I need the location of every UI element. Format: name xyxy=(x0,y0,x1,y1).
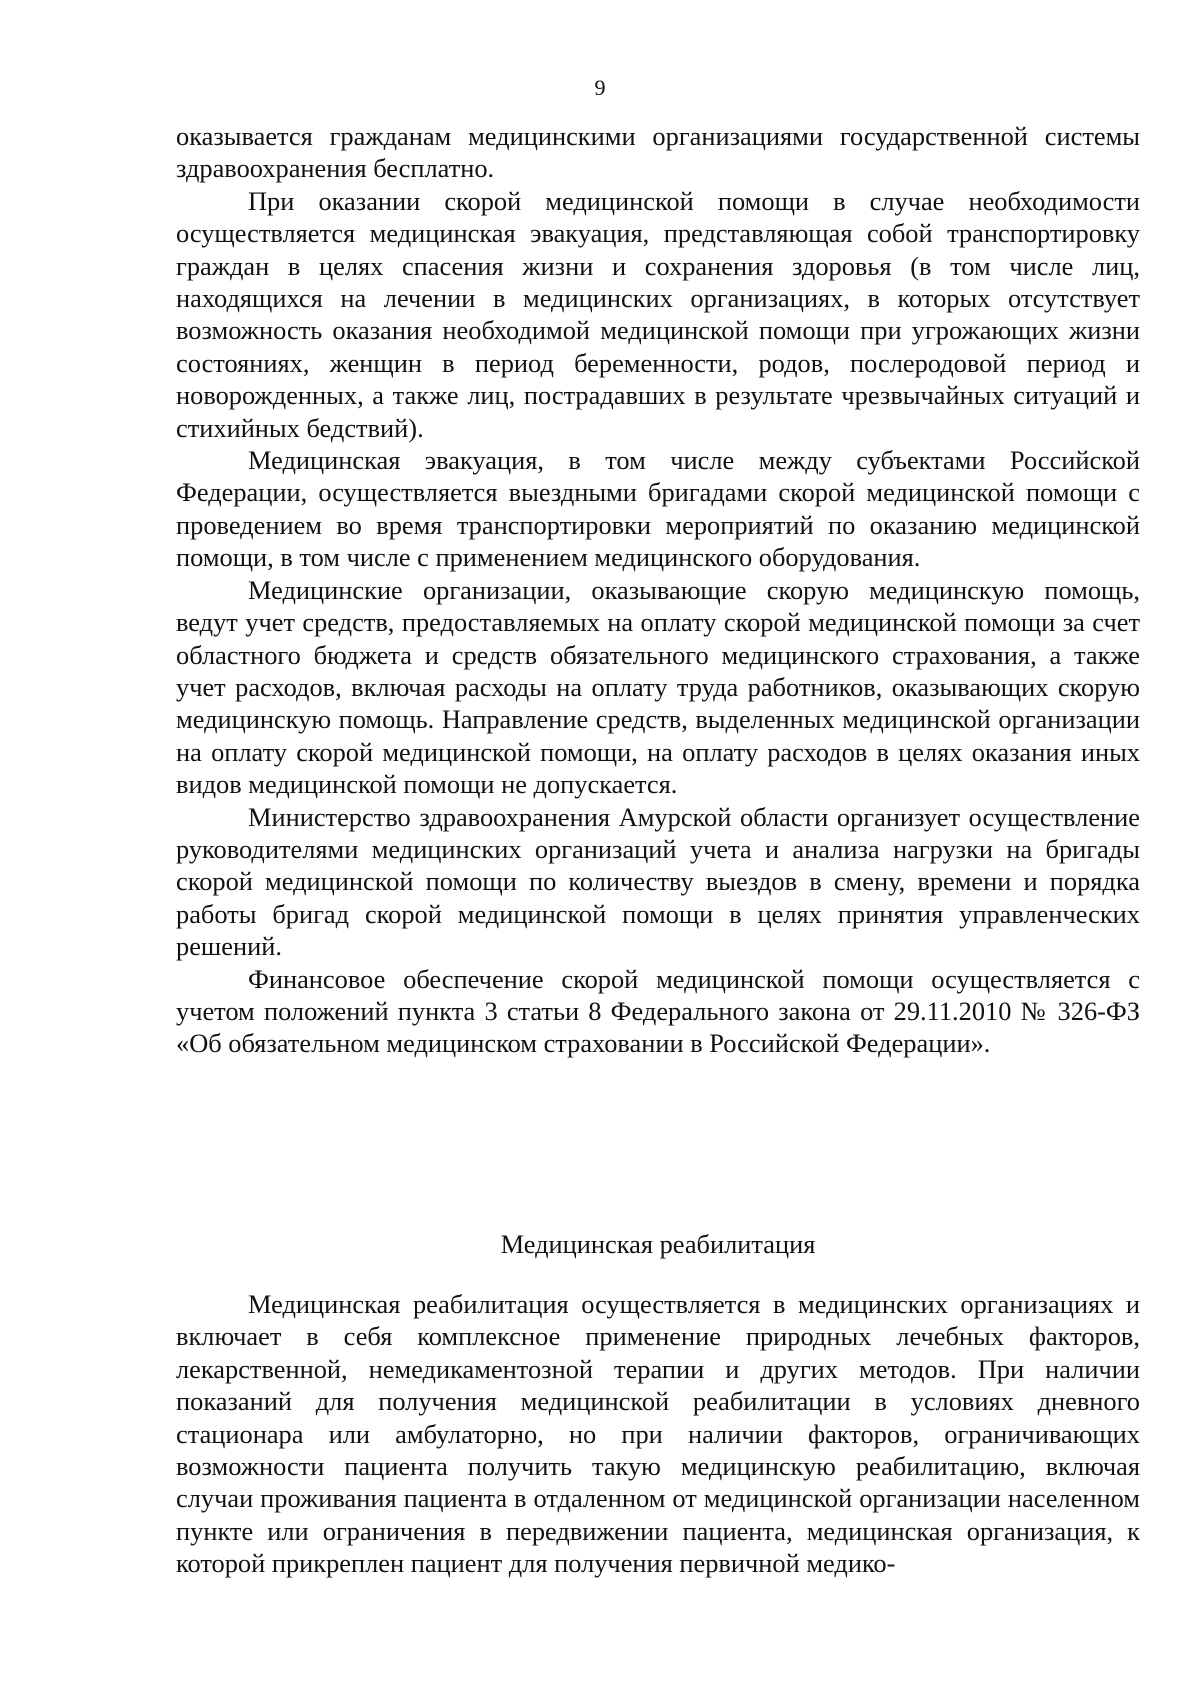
section-heading: Медицинская реабилитация xyxy=(500,1229,816,1259)
paragraph-financing: Финансовое обеспечение скорой медицинской помощи осуществляется с учетом положений пункта 3 статьи 8 Федерального закона от 29.11.2010 № 326-ФЗ «Об обязательном медицинском страховании в Российской Федерации». xyxy=(176,963,1140,1059)
paragraph-evacuation-brigades: Медицинская эвакуация, в том числе между субъектами Российской Федерации, осуществляется выездными бригадами скорой медицинской помощи с проведением во время транспортировки мероприятий по оказанию медицинской помощи, в том числе с применением медицинского оборудования. xyxy=(176,445,1140,573)
body-text-top xyxy=(176,120,1140,1060)
paragraph-ministry: Министерство здравоохранения Амурской области организует осуществление руководителями медицинских организаций учета и анализа нагрузки на бригады скорой медицинской помощи по количеству выездов в смену, времени и порядка работы бригад скорой медицинской помощи в целях принятия управленческих решений. xyxy=(176,801,1140,962)
paragraph-rehabilitation: Медицинская реабилитация осуществляется в медицинских организациях и включает в себя комплексное применение природных лечебных факторов, лекарственной, немедикаментозной терапии и других методов. При наличии показаний для получения медицинской реабилитации в условиях дневного стационара или амбулаторно, но при наличии факторов, ограничивающих возможности пациента получить такую медицинскую реабилитацию, включая случаи проживания пациента в отдаленном от медицинской организации населенном пункте или ограничения в передвижении пациента, медицинская организация, к которой прикреплен пациент для получения первичной медико- xyxy=(176,1289,1140,1579)
paragraph-accounting: Медицинские организации, оказывающие скорую медицинскую помощь, ведут учет средств, предоставляемых на оплату скорой медицинской помощи за счет областного бюджета и средств обязательного медицинского страхования, а также учет расходов, включая расходы на оплату труда работников, оказывающих скорую медицинскую помощь. Направление средств, выделенных медицинской организации на оплату скорой медицинской помощи, на оплату расходов в целях оказания иных видов медицинской помощи не допускается. xyxy=(176,574,1140,800)
body-text-bottom xyxy=(176,1288,1140,1580)
paragraph-medical-evacuation: При оказании скорой медицинской помощи в случае необходимости осуществляется медицинская эвакуация, представляющая собой транспортировку граждан в целях спасения жизни и сохранения здоровья (в том числе лиц, находящихся на лечении в медицинских организациях, в которых отсутствует возможность оказания необходимой медицинской помощи при угрожающих жизни состояниях, женщин в период беременности, родов, послеродовой период и новорожденных, а также лиц, пострадавших в результате чрезвычайных ситуаций и стихийных бедствий). xyxy=(176,185,1140,443)
paragraph-continuation: оказывается гражданам медицинскими организациями государственной системы здравоохранения бесплатно. xyxy=(176,121,1140,184)
page-number: 9 xyxy=(594,75,606,100)
